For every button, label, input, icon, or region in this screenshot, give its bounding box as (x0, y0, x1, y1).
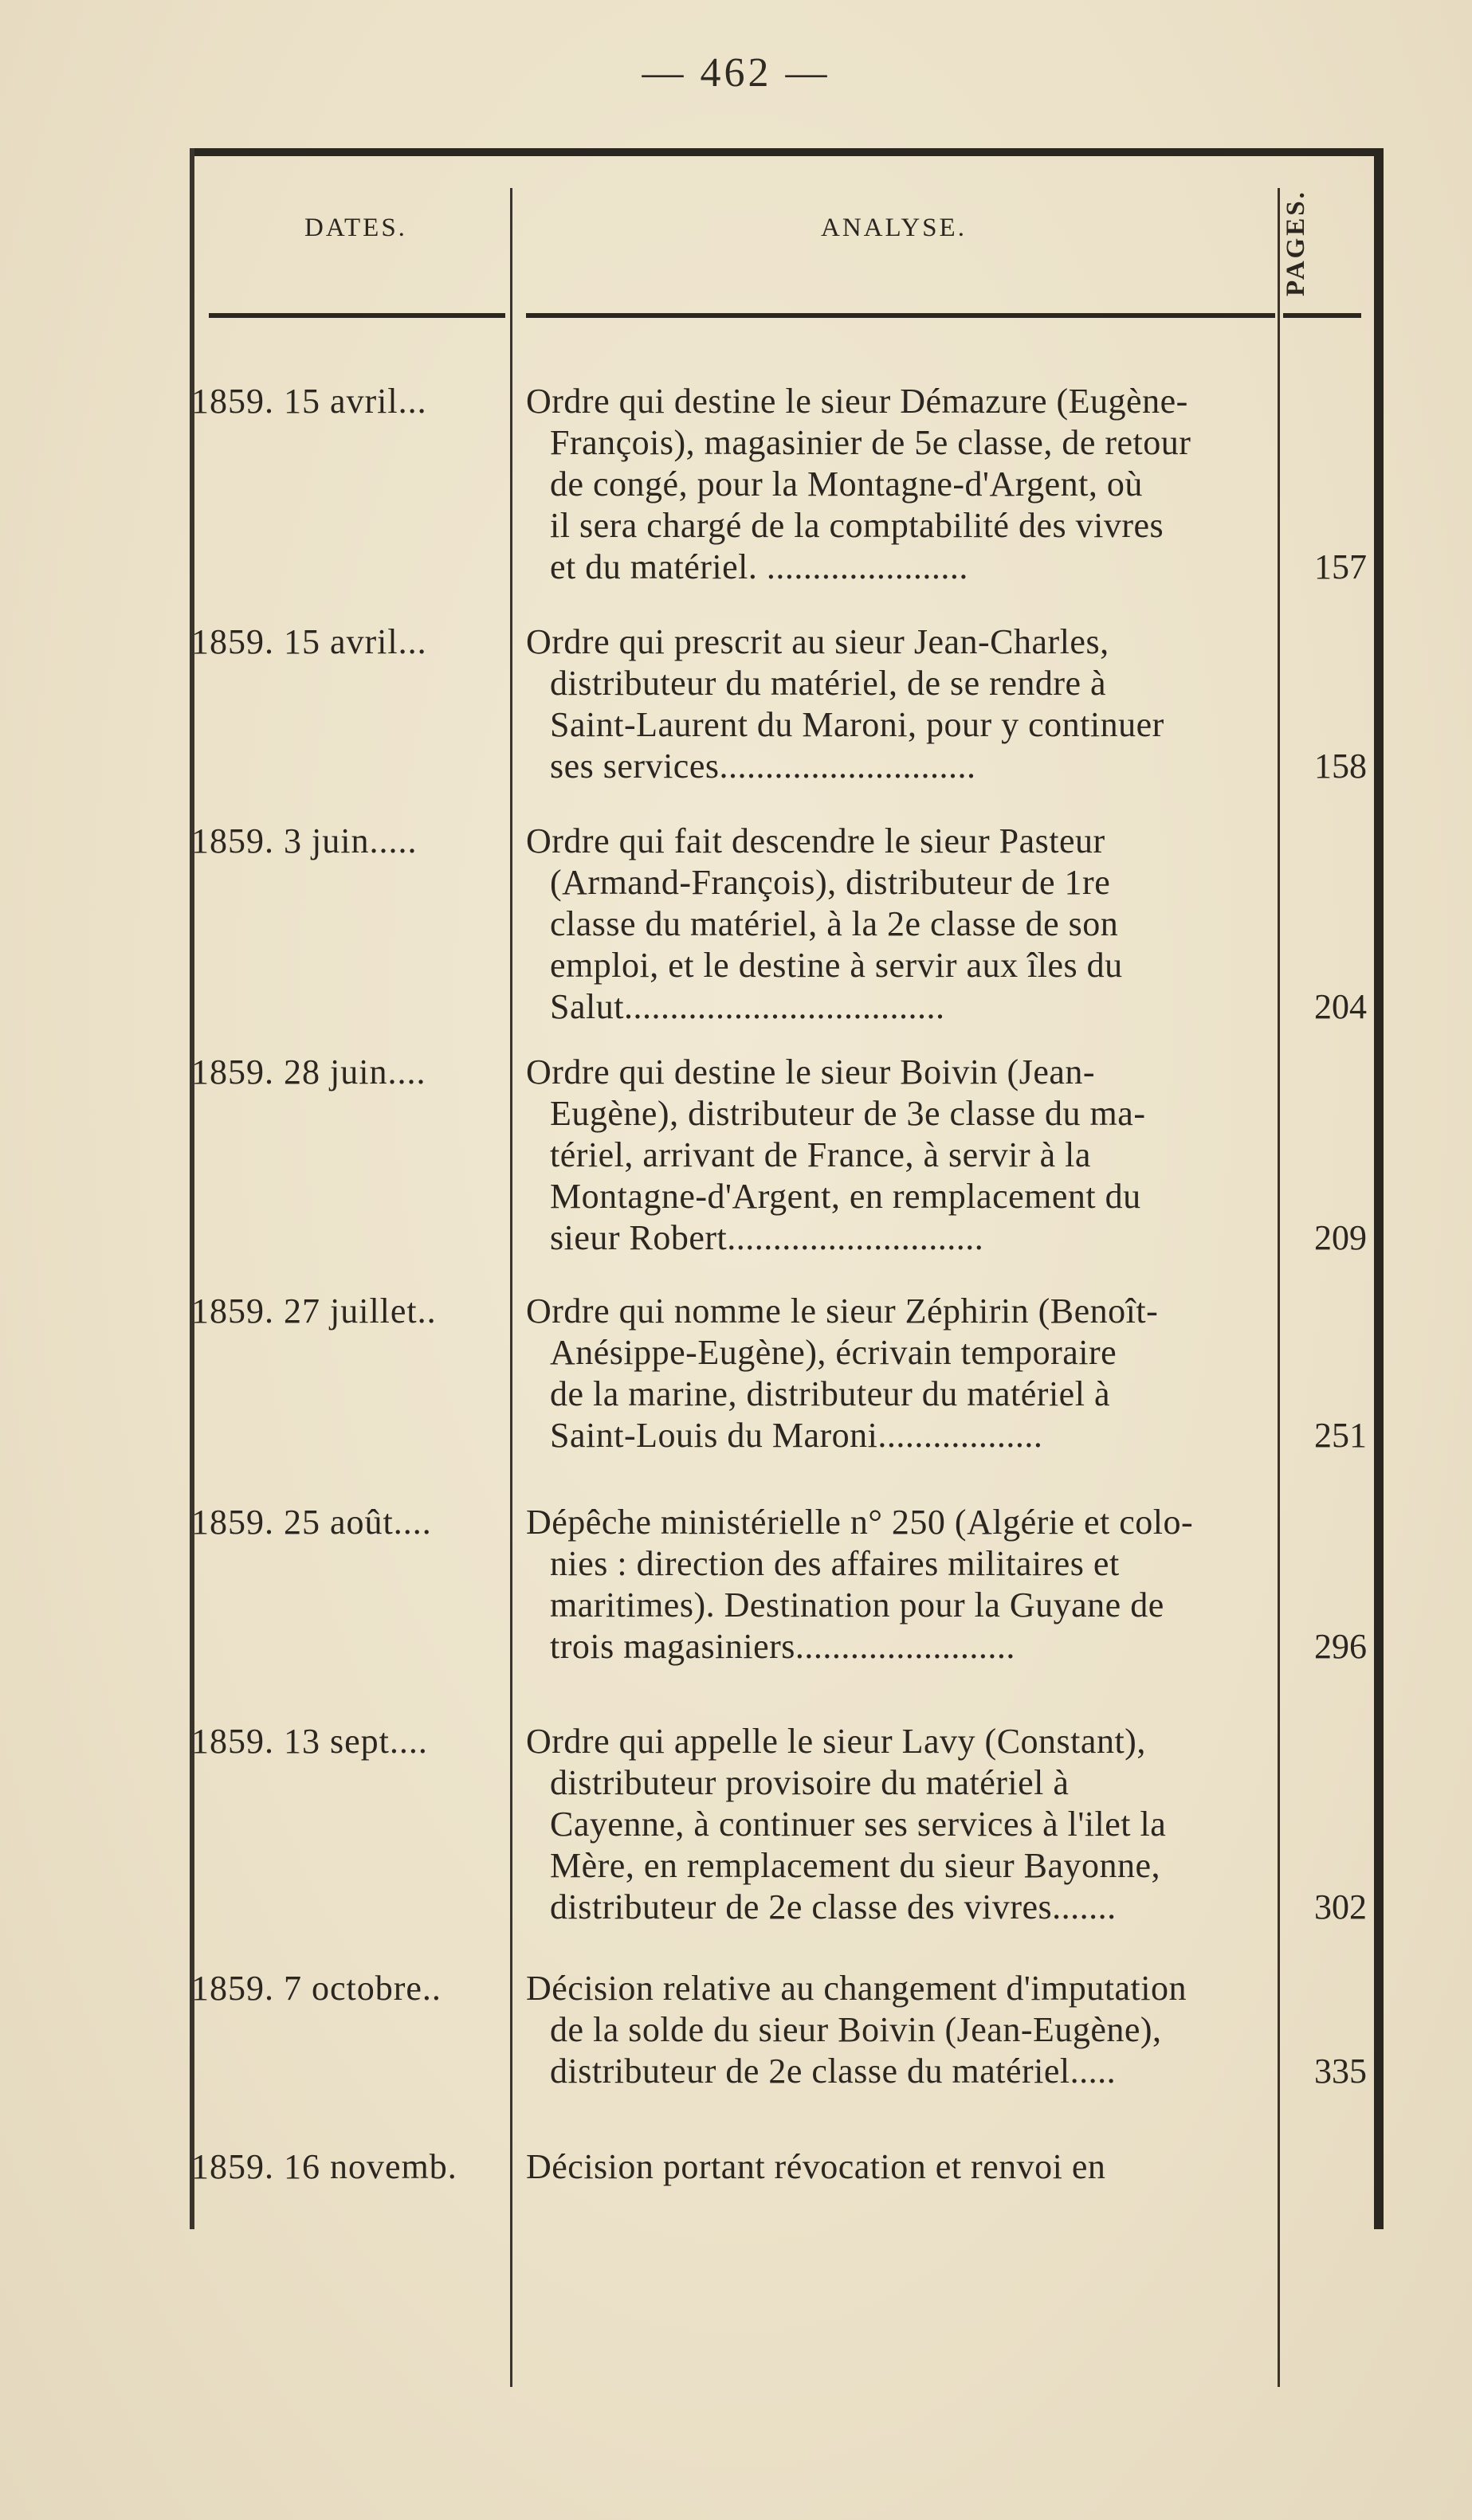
entry-analysis (526, 381, 1275, 588)
entry-analysis-line: François), magasinier de 5e classe, de retour (550, 423, 1191, 462)
entry-analysis-line: de la marine, distributeur du matériel à (550, 1374, 1110, 1413)
entry-analysis-line: il sera chargé de la comptabilité des vivres (550, 506, 1164, 545)
entry-analysis-line: Cayenne, à continuer ses services à l'ilet la (550, 1805, 1167, 1844)
entry-page-number: 157 (1314, 547, 1367, 586)
entry-date: 1859. 15 avril... (191, 382, 427, 421)
page-number: — 462 — (642, 50, 830, 96)
entry-date: 1859. 7 octobre.. (191, 1969, 442, 2008)
entry-analysis-line: Saint-Louis du Maroni.................. (550, 1416, 1043, 1455)
entry-analysis-line: distributeur de 2e classe du matériel..... (550, 2052, 1117, 2091)
entry-analysis-line: Ordre qui prescrit au sieur Jean-Charles, (526, 622, 1109, 661)
entry-analysis-line: de congé, pour la Montagne-d'Argent, où (550, 464, 1143, 504)
entry-analysis-line: classe du matériel, à la 2e classe de son (550, 904, 1119, 943)
entry-analysis-line: ses services............................ (550, 747, 976, 786)
entry-analysis (526, 1052, 1275, 1259)
frame-top-border (190, 148, 1384, 156)
entry-analysis-line: Ordre qui nomme le sieur Zéphirin (Benoît- (526, 1291, 1159, 1331)
header-rule-dates (209, 313, 505, 318)
entry-analysis-line: Anésippe-Eugène), écrivain temporaire (550, 1333, 1117, 1372)
entry-analysis-line: Ordre qui destine le sieur Boivin (Jean- (526, 1052, 1096, 1091)
entry-analysis-line: Décision relative au changement d'imputation (526, 1969, 1187, 2008)
entry-analysis-line: Dépêche ministérielle n° 250 (Algérie et colo- (526, 1503, 1194, 1542)
entry-date: 1859. 28 juin.... (191, 1052, 426, 1091)
entry-analysis-line: maritimes). Destination pour la Guyane de (550, 1585, 1164, 1624)
entry-date: 1859. 25 août.... (191, 1503, 432, 1542)
entry-analysis-line: sieur Robert............................ (550, 1218, 984, 1257)
entry-analysis-line: Salut................................... (550, 987, 945, 1026)
entry-date: 1859. 27 juillet.. (191, 1291, 437, 1331)
entry-analysis-line: de la solde du sieur Boivin (Jean-Eugène), (550, 2010, 1162, 2049)
entry-analysis-line: trois magasiniers........................ (550, 1627, 1015, 1666)
header-dates: DATES. (304, 214, 407, 242)
entry-analysis-line: Ordre qui destine le sieur Démazure (Eugène- (526, 382, 1188, 421)
entry-analysis-line: emploi, et le destine à servir aux îles du (550, 946, 1123, 985)
entry-analysis-line: Montagne-d'Argent, en remplacement du (550, 1177, 1141, 1216)
entry-analysis (526, 821, 1275, 1028)
entry-analysis-line: Mère, en remplacement du sieur Bayonne, (550, 1846, 1160, 1885)
entry-analysis (526, 1721, 1275, 1928)
entry-date: 1859. 16 novemb. (191, 2147, 457, 2186)
entry-analysis-line: et du matériel. ...................... (550, 547, 968, 586)
entry-analysis-line: distributeur du matériel, de se rendre à (550, 664, 1107, 703)
entry-analysis-line: distributeur de 2e classe des vivres....... (550, 1887, 1117, 1926)
entry-analysis (526, 621, 1275, 787)
entry-analysis-line: Décision portant révocation et renvoi en (526, 2147, 1106, 2186)
entry-page-number: 209 (1314, 1218, 1367, 1257)
entry-date: 1859. 15 avril... (191, 622, 427, 661)
header-rule-pages (1283, 313, 1361, 318)
entry-analysis (526, 1502, 1275, 1668)
header-rule-analyse (526, 313, 1275, 318)
column-divider-dates (510, 188, 512, 2387)
entry-date: 1859. 3 juin..... (191, 821, 418, 860)
entry-analysis (526, 1291, 1275, 1456)
header-pages: PAGES. (1282, 190, 1310, 296)
entry-date: 1859. 13 sept.... (191, 1722, 428, 1761)
column-divider-analyse (1278, 188, 1280, 2387)
header-analyse: ANALYSE. (821, 214, 967, 242)
entry-analysis-line: Ordre qui fait descendre le sieur Pasteur (526, 821, 1105, 860)
entry-analysis-line: nies : direction des affaires militaires et (550, 1544, 1120, 1583)
entry-analysis-line: (Armand-François), distributeur de 1re (550, 863, 1111, 902)
entry-page-number: 251 (1314, 1416, 1367, 1455)
frame-left-border (190, 148, 194, 2229)
entry-page-number: 296 (1314, 1627, 1367, 1666)
entry-page-number: 158 (1314, 747, 1367, 786)
entry-analysis-line: Saint-Laurent du Maroni, pour y continuer (550, 705, 1164, 744)
entry-analysis-line: Eugène), distributeur de 3e classe du ma- (550, 1094, 1146, 1133)
entry-page-number: 335 (1314, 2052, 1367, 2091)
entry-analysis (526, 1968, 1275, 2092)
entry-analysis (526, 2146, 1275, 2188)
frame-right-border (1374, 148, 1384, 2229)
entry-analysis-line: tériel, arrivant de France, à servir à la (550, 1135, 1091, 1174)
entry-page-number: 204 (1314, 987, 1367, 1026)
entry-analysis-line: distributeur provisoire du matériel à (550, 1763, 1070, 1802)
entry-page-number: 302 (1314, 1887, 1367, 1926)
entry-analysis-line: Ordre qui appelle le sieur Lavy (Constant), (526, 1722, 1146, 1761)
